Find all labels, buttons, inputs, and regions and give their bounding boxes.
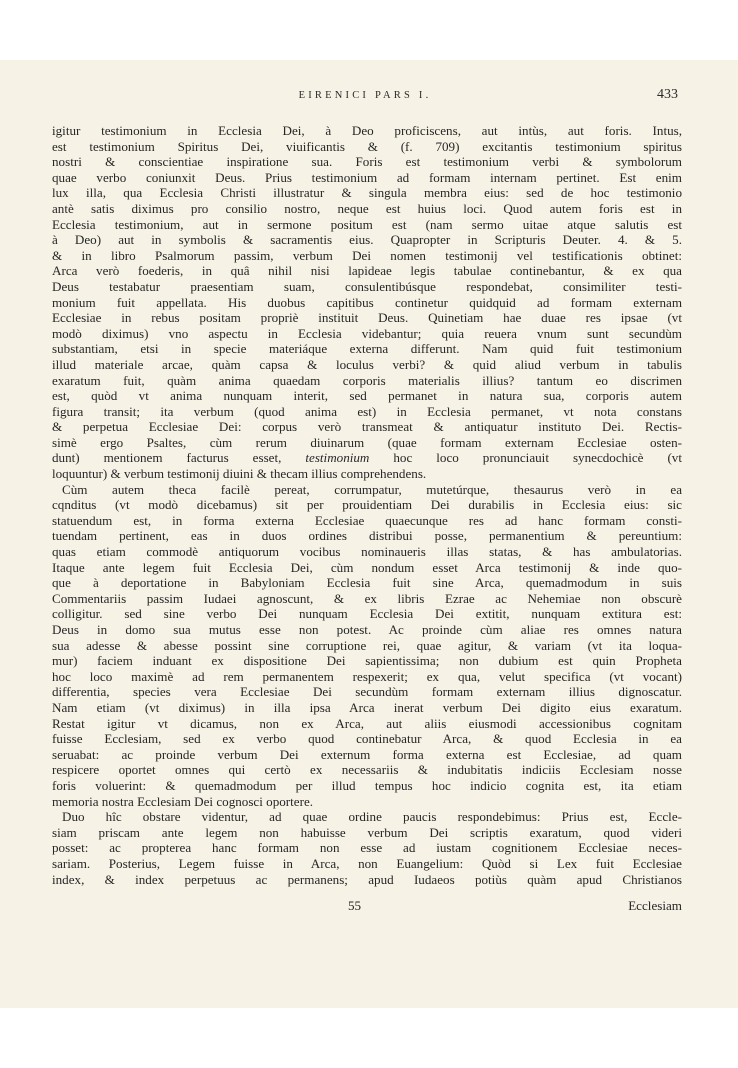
text-line: igitur testimonium in Ecclesia Dei, à Deo proficiscens, aut intùs, aut foris. Intus, xyxy=(52,123,682,138)
text-line: sua adesse & abesse possint sine corruptione rei, quae agitur, & variam (vt ita loqua- xyxy=(52,637,682,653)
text-line: Itaque ante legem fuit Ecclesia Dei, cùm nondum esset Arca testimonij & inde quo- xyxy=(52,559,682,575)
text-line: Cùm autem theca facilè pereat, corrumpatur, mutetúrque, thesaurus verò in ea xyxy=(62,481,682,497)
italic-word: testimonium xyxy=(305,450,370,466)
text-line: illud materiale arcae, quàm capsa & loculus verbi? & quid aliud verbum in tabulis xyxy=(52,356,682,372)
text-line: Commentariis passim Iudaei agnoscunt, & ex libris Ezrae ac Nehemiae non obscurè xyxy=(52,590,682,606)
text-line: simè ergo Psaltes, cùm rerum diuinarum (quae formam externam Ecclesiae osten- xyxy=(52,434,682,450)
text-line: à Deo) aut in symbolis & sacramentis eius. Quapropter in Scripturis Deuter. 4. & 5. xyxy=(52,232,682,248)
text-line: Ecclesiae in rebus positam propriè instituit Deus. Quinetiam hae duae res ipsae (vt xyxy=(52,310,682,326)
text-line: differentia, species vera Ecclesiae Dei secundùm formam externam illius dignoscatur. xyxy=(52,684,682,700)
text-line: & perpetua Ecclesiae Dei: corpus verò transmeat & antiquatur instituto Dei. Rectis- xyxy=(52,419,682,435)
text-line: Restat igitur vt dicamus, non ex Arca, aut aliis eiusmodi accessionibus cognitam xyxy=(52,715,682,731)
text-line: siam priscam ante legem non habuisse verbum Dei scriptis exaratum, quod videri xyxy=(52,824,682,840)
text-line: sariam. Posterius, Legem fuisse in Arca, non Euangelium: Quòd si Lex fuit Ecclesiae xyxy=(52,855,682,871)
text-line: lux illa, qua Ecclesia Christi illustratur & singula membra eius: sed de hoc testimonio xyxy=(52,185,682,201)
text-line: respicere oportet omnes qui certò ex necessariis & indubitatis indiciis Ecclesiam nosse xyxy=(52,762,682,778)
text-line: quae verbo coniunxit Deus. Prius testimonium ad formam internam pertinet. Est enim xyxy=(52,169,682,185)
text-line: Ecclesia testimonium, aut in sermone positum est (nam sermo uitae atque salutis est xyxy=(52,216,682,232)
text-line: quas etiam commodè antiquorum vocibus nominaueris illas statas, & has ambulatorias. xyxy=(52,544,682,560)
signature-mark: 55 xyxy=(348,898,362,913)
page-number: 433 xyxy=(657,87,678,102)
text-line: substantiam, etsi in specie materiáque externa differunt. Nam quid fuit testimonium xyxy=(52,341,682,357)
text-line: Duo hîc obstare videntur, ad quae ordine paucis respondebimus: Prius est, Eccle- xyxy=(62,809,682,825)
text-line: seruabat: ac proinde verbum Dei externum forma externa est Ecclesiae, ad quam xyxy=(52,746,682,762)
text-line: tuendam pertinent, eas in duos ordines distribui posse, permanentium & pereuntium: xyxy=(52,528,682,544)
text-line: foris voluerint: & quemadmodum per illud tempus hoc indicio cognita est, ita etiam xyxy=(52,777,682,793)
text-line: Deus in domo sua mutus esse non potest. Ac proinde cùm aliae res omnes natura xyxy=(52,622,682,637)
catchword: Ecclesiam xyxy=(628,898,682,913)
text-line: statuendum est, in forma externa Ecclesiae quaecunque res ad hanc formam consti- xyxy=(52,512,682,528)
text-line: dunt) mentionem facturus esset, testimonium hoc loco pronunciauit synecdochicè (vt xyxy=(52,450,682,466)
text-line: Deus testabatur praesentiam suam, consulentibúsque respondebat, consimiliter testi- xyxy=(52,278,682,294)
text-line: fuisse Ecclesiam, sed ex verbo quod continebatur Arca, & quod Ecclesia in ea xyxy=(52,731,682,747)
page-header xyxy=(52,87,678,107)
text-line: colligitur. sed sine verbo Dei nunquam Ecclesia Dei extitit, nunquam extitura est: xyxy=(52,606,682,622)
text-line: loquuntur) & verbum testimonij diuini & thecam illius comprehendens. xyxy=(52,466,427,482)
text-line: antè satis diximus pro consilio nostro, neque est huius loci. Quod autem foris est in xyxy=(52,200,682,216)
text-line: posset: ac propterea hanc formam non esse ad iustam cognitionem Ecclesiae neces- xyxy=(52,840,682,856)
book-page xyxy=(0,60,738,1008)
body-text xyxy=(52,123,682,887)
text-line: memoria nostra Ecclesiam Dei cognosci oportere. xyxy=(52,793,314,809)
text-line: index, & index perpetuus ac permanens; apud Iudaeos potiùs quàm apud Christianos xyxy=(52,871,682,887)
text-line: est, quòd vt anima nunquam interit, sed permanet in natura sua, corporis autem xyxy=(52,388,682,404)
text-line: est testimonium Spiritus Dei, viuificantis & (f. 709) excitantis testimonium spiritus xyxy=(52,138,682,154)
text-line: exaratum fuit, quàm anima quaedam corporis materialis illius? tantum eo discrimen xyxy=(52,372,682,388)
text-line: Arca verò foederis, in quâ nihil nisi lapideae legis tabulae continebantur, & ex qua xyxy=(52,263,682,279)
text-line: modò diximus) vno aspectu in Ecclesia videbantur; quia reuera vnum sunt secundùm xyxy=(52,325,682,341)
page-footer xyxy=(52,898,682,916)
text-line: nostri & conscientiae inspiratione sua. Foris est testimonium verbi & symbolorum xyxy=(52,154,682,170)
text-line: monium fuit appellata. His duobus capitibus continetur quidquid ad formam externam xyxy=(52,294,682,310)
text-line: mur) faciem induant ex dispositione Dei sapientissima; non dubium est quin Propheta xyxy=(52,653,682,669)
running-title: EIRENICI PARS I. xyxy=(298,90,432,101)
text-line: cqnditus (vt modò dicebamus) sit per prouidentiam Dei durabilis in Ecclesia eius: sic xyxy=(52,497,682,513)
text-line: Nam etiam (vt diximus) in illa ipsa Arca inerat verbum Dei digito eius exaratum. xyxy=(52,699,682,715)
text-line: que à deportatione in Babyloniam Ecclesia fuit sine Arca, quemadmodum in suis xyxy=(52,575,682,591)
text-line: figura transit; ita verbum (quod anima est) in Ecclesia permanet, vt nota constans xyxy=(52,403,682,419)
text-line: & in libro Psalmorum passim, verbum Dei nomen testimonij vel testificationis obtinet: xyxy=(52,247,682,263)
text-line: hoc loco maximè ad rem permanentem respexerit; ex qua, velut specifica (vt vocant) xyxy=(52,668,682,684)
